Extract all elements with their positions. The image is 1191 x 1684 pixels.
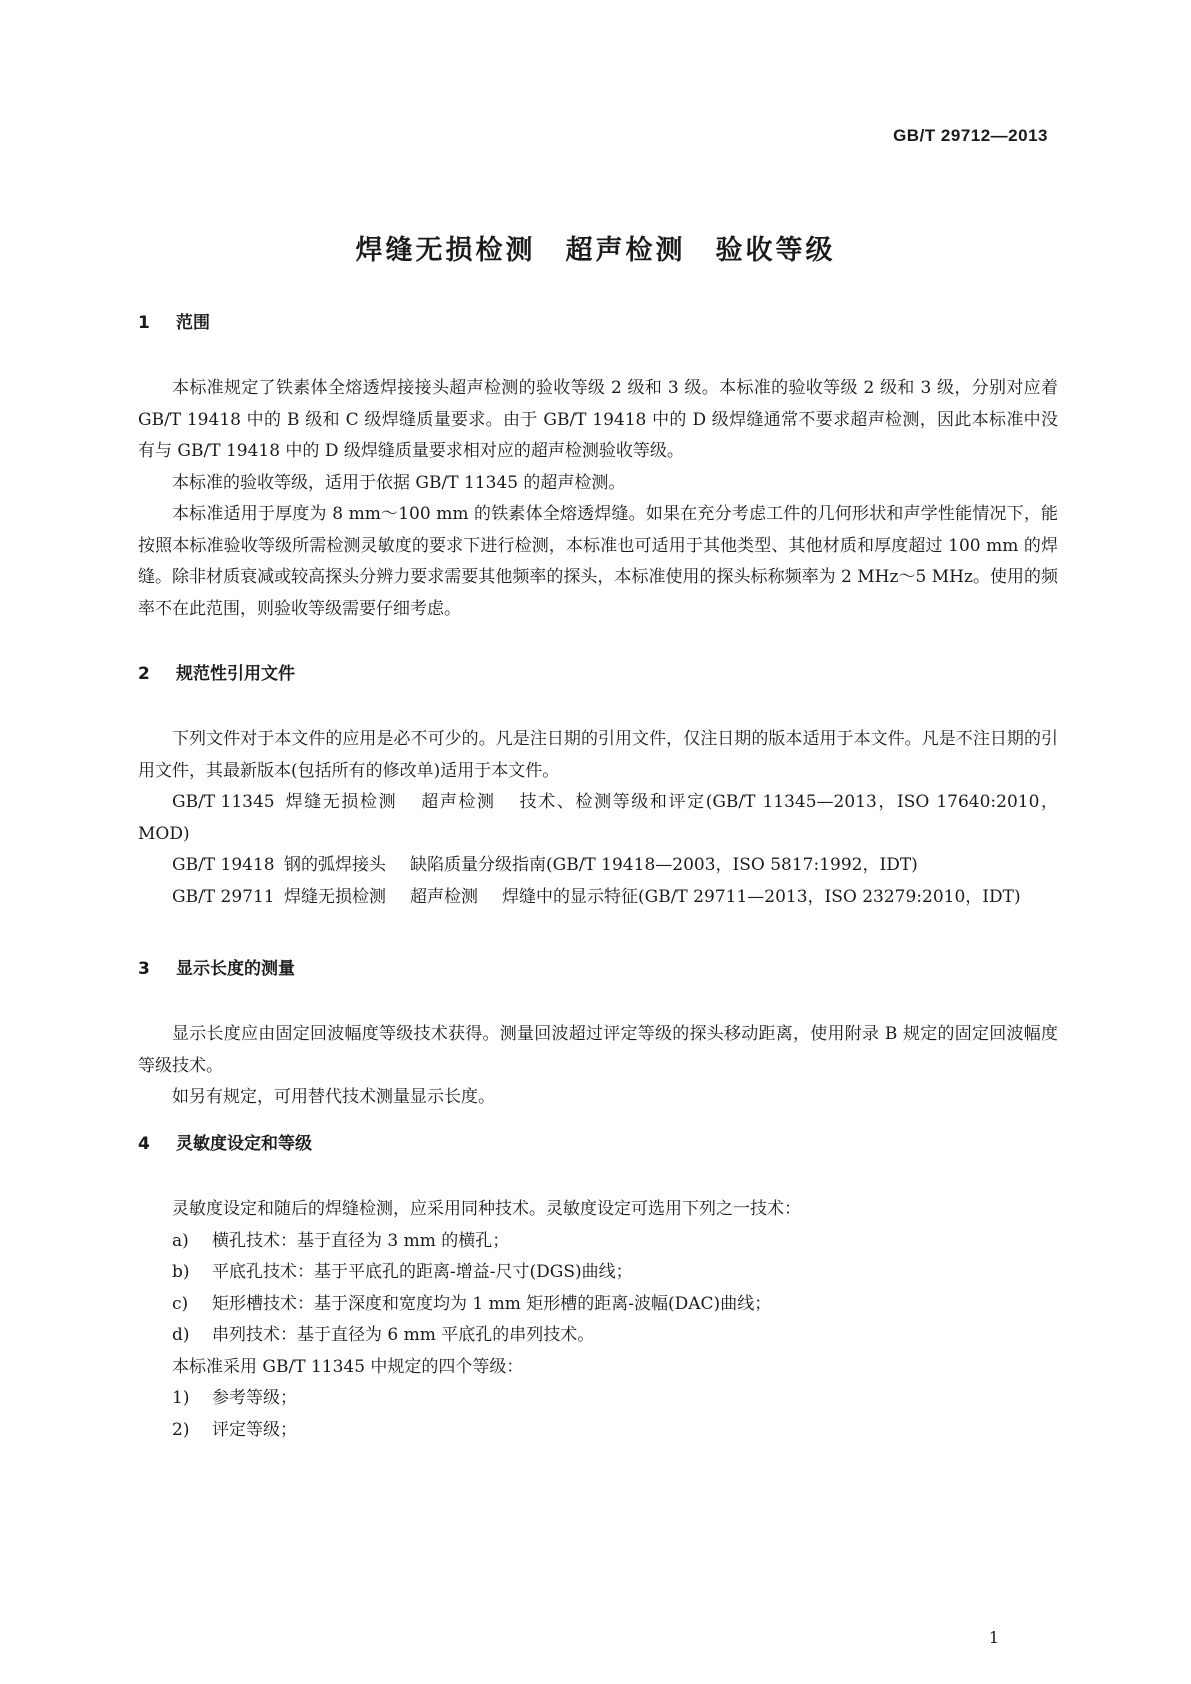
reference-title-part: 缺陷质量分级指南(GB/T 19418—2003，ISO 5817:1992，IDT) xyxy=(410,855,918,875)
list-text: 横孔技术：基于直径为 3 mm 的横孔； xyxy=(212,1230,510,1251)
list-text: 串列技术：基于直径为 6 mm 平底孔的串列技术。 xyxy=(212,1325,595,1345)
paragraph: 本标准采用 GB/T 11345 中规定的四个等级： xyxy=(172,1356,524,1377)
list-item xyxy=(138,1289,1058,1321)
paragraph: 灵敏度设定和随后的焊缝检测，应采用同种技术。灵敏度设定可选用下列之一技术： xyxy=(172,1199,801,1219)
reference-code: GB/T 19418 xyxy=(172,855,275,875)
section-number: 3 xyxy=(138,959,150,979)
list-item xyxy=(138,1415,1058,1447)
reference-entry xyxy=(138,787,1058,850)
list-label: c) xyxy=(172,1293,189,1314)
section-number: 1 xyxy=(138,313,150,333)
list-text: 矩形槽技术：基于深度和宽度均为 1 mm 矩形槽的距离-波幅(DAC)曲线； xyxy=(212,1293,772,1314)
list-text: 参考等级； xyxy=(212,1388,297,1408)
reference-entry xyxy=(138,850,1058,882)
list-text: 评定等级； xyxy=(212,1419,297,1440)
list-item xyxy=(138,1320,1058,1352)
section-title: 范围 xyxy=(176,313,210,333)
list-label: b) xyxy=(172,1262,190,1282)
section-sensitivity xyxy=(138,1130,1058,1446)
reference-code: GB/T 11345 xyxy=(172,792,275,812)
reference-title-part: 超声检测 xyxy=(410,886,478,907)
list-label: 1) xyxy=(172,1388,190,1408)
section-normative-references xyxy=(138,660,1058,913)
reference-title-part: 焊缝中的显示特征(GB/T 29711—2013，ISO 23279:2010，IDT) xyxy=(502,886,1021,907)
reference-entry xyxy=(138,882,1058,914)
section-number: 4 xyxy=(138,1134,150,1154)
list-item xyxy=(138,1226,1058,1258)
standard-code: GB/T 29712—2013 xyxy=(893,126,1048,145)
list-item xyxy=(138,1257,1058,1289)
section-scope xyxy=(138,309,1058,625)
paragraph: 下列文件对于本文件的应用是必不可少的。凡是注日期的引用文件，仅注日期的版本适用于本文件。凡是不注日期的引用文件，其最新版本(包括所有的修改单)适用于本文件。 xyxy=(138,729,1058,781)
document-title: 焊缝无损检测 超声检测 验收等级 xyxy=(355,235,836,266)
section-heading xyxy=(138,309,1058,337)
section-heading xyxy=(138,1130,1058,1158)
list-label: a) xyxy=(172,1230,189,1251)
reference-title-part: 焊缝无损检测 xyxy=(284,886,386,907)
reference-title-part: 超声检测 xyxy=(421,792,496,812)
reference-code: GB/T 29711 xyxy=(172,886,275,907)
reference-title-part: 焊缝无损检测 xyxy=(284,792,398,812)
section-heading xyxy=(138,955,1058,983)
section-title: 规范性引用文件 xyxy=(176,664,295,684)
reference-title-part: 技术、检测等级和评定(GB/T 11345—2013，ISO 17640:2010，MOD) xyxy=(138,792,1059,844)
page-number: 1 xyxy=(988,1628,999,1647)
section-title: 灵敏度设定和等级 xyxy=(176,1134,312,1154)
section-title: 显示长度的测量 xyxy=(176,959,295,979)
list-text: 平底孔技术：基于平底孔的距离-增益-尺寸(DGS)曲线； xyxy=(212,1262,633,1282)
list-label: d) xyxy=(172,1325,190,1345)
list-label: 2) xyxy=(172,1419,190,1440)
paragraph: 如另有规定，可用替代技术测量显示长度。 xyxy=(172,1087,495,1107)
reference-title-part: 钢的弧焊接头 xyxy=(284,855,386,875)
section-display-length xyxy=(138,955,1058,1114)
section-heading xyxy=(138,660,1058,688)
paragraph: 本标准适用于厚度为 8 mm～100 mm 的铁素体全熔透焊缝。如果在充分考虑工件的几何形状和声学性能情况下，能按照本标准验收等级所需检测灵敏度的要求下进行检测，本标准也可适用于其他类型、其他材质和厚度超过 100 mm 的焊缝。除非材质衰减或较高探头分辨力要求需要其他频率的探头，本标准使用的探头标称频率为 2 MHz～5 MHz。使用的频率不在此范围，则验收等级需要仔细考虑。 xyxy=(138,504,1058,619)
paragraph: 本标准规定了铁素体全熔透焊接接头超声检测的验收等级 2 级和 3 级。本标准的验收等级 2 级和 3 级，分别对应着 GB/T 19418 中的 B 级和 C 级焊缝质量要求。由于 GB/T 19418 中的 D 级焊缝通常不要求超声检测，因此本标准中没有与 GB/T 19418 中的 D 级焊缝质量要求相对应的超声检测验收等级。 xyxy=(138,378,1058,461)
list-item xyxy=(138,1383,1058,1415)
paragraph: 显示长度应由固定回波幅度等级技术获得。测量回波超过评定等级的探头移动距离，使用附录 B 规定的固定回波幅度等级技术。 xyxy=(138,1024,1058,1076)
section-number: 2 xyxy=(138,664,150,684)
paragraph: 本标准的验收等级，适用于依据 GB/T 11345 的超声检测。 xyxy=(172,472,626,493)
